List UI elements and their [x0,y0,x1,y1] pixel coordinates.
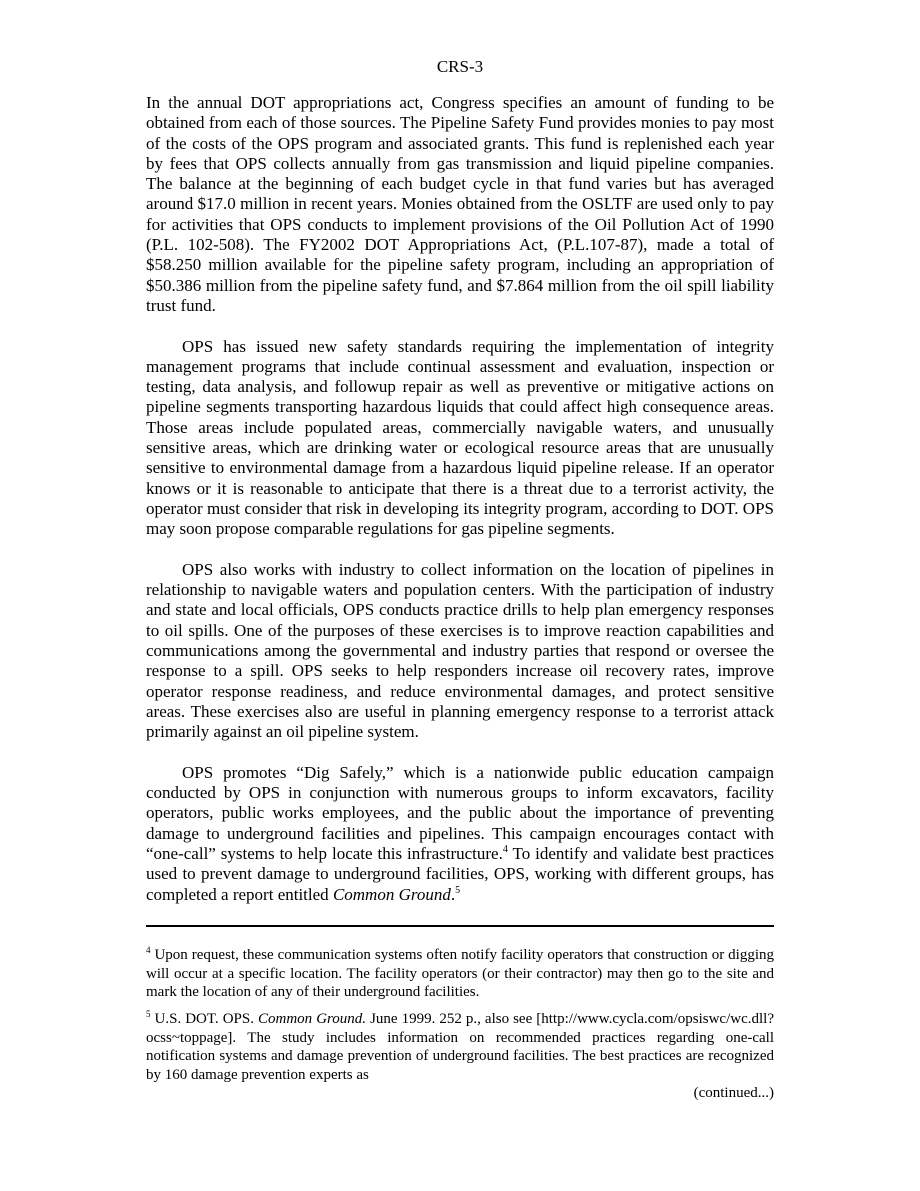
dig-safely-text-b: To identify and validate best practices used to prevent damage to underground facilities, OPS, working with different groups, has completed a report entitled [146,843,774,904]
footnote-5-title-italic: Common Ground. [258,1011,367,1028]
paragraph-dig-safely [146,763,774,905]
footnote-ref-4[interactable]: 4 [502,843,508,855]
paragraph-safety-standards: OPS has issued new safety standards requiring the implementation of integrity management programs that include continual assessment and evaluation, inspection or testing, data analysis, and followup repair as well as preventive or mitigative actions on pipeline segments transporting hazardous liquids that could affect high consequence areas. Those areas include populated areas, commercially navigable waters, and unusually sensitive areas, which are drinking water or ecological resource areas that are unusually sensitive to environmental damage from a hazardous liquid pipeline release. If an operator knows or it is reasonable to anticipate that there is a threat due to a terrorist activity, the operator must consider that risk in developing its integrity program, according to DOT. OPS may soon propose comparable regulations for gas pipeline segments. [146,336,774,539]
footnote-5 [146,1010,774,1102]
document-page [146,0,774,1111]
footnote-marker-4: 4 [146,945,151,956]
paragraph-industry-drills: OPS also works with industry to collect information on the location of pipelines in relationship to navigable waters and population centers. With the participation of industry and state and local officials, OPS conducts practice drills to help plan emergency responses to oil spills. One of the purposes of these exercises is to improve reaction capabilities and communications among the governmental and industry parties that respond or oversee the response to a spill. OPS seeks to help responders increase oil recovery rates, improve operator response readiness, and reduce environmental damages, and protect sensitive areas. These exercises also are useful in planning emergency response to a terrorist attack primarily against an oil pipeline system. [146,559,774,742]
footnote-5-text-b: June 1999. 252 p., also see [http://www.cycla.com/opsiswc/wc.dll?ocss~toppage]. The study includes information on recommended practices regarding one-call notification systems and damage prevention of underground facilities. The best practices are recognized by 160 damage prevention experts as [146,1011,774,1083]
page-header: CRS-3 [436,57,484,76]
footnote-ref-5[interactable]: 5 [455,884,461,896]
footnote-marker-5: 5 [146,1009,151,1020]
paragraph-funding: In the annual DOT appropriations act, Congress specifies an amount of funding to be obtained from each of those sources. The Pipeline Safety Fund provides monies to pay most of the costs of the OPS program and associated grants. This fund is replenished each year by fees that OPS collects annually from gas transmission and liquid pipeline companies. The balance at the beginning of each budget cycle in that fund varies but has averaged around $17.0 million in recent years. Monies obtained from the OSLTF are used only to pay for activities that OPS conducts to implement provisions of the Oil Pollution Act of 1990 (P.L. 102-508). The FY2002 DOT Appropriations Act, (P.L.107-87), made a total of $58.250 million available for the pipeline safety program, including an appropriation of $50.386 million from the pipeline safety fund, and $7.864 million from the oil spill liability trust fund. [146,93,774,315]
dig-safely-text-a: OPS promotes “Dig Safely,” which is a nationwide public education campaign conducted by OPS in conjunction with numerous groups to inform excavators, facility operators, public works employees, and the public about the importance of preventing damage to underground facilities and pipelines. This campaign encourages contact with “one-call” systems to help locate this infrastructure. [146,762,774,863]
footnotes-section [146,946,774,1102]
dig-safely-text-c: . [450,884,456,904]
footnote-4-text: Upon request, these communication systems often notify facility operators that construction or digging will occur at a specific location. The facility operators (or their contractor) may then go to the site and mark the location of any of their underground facilities. [146,947,774,1000]
footnote-5-text-a: U.S. DOT. OPS. [150,1011,258,1028]
report-title-italic: Common Ground [332,884,451,904]
continued-marker: (continued...) [693,1085,774,1102]
footnote-divider [146,925,774,927]
footnote-4 [146,946,774,1001]
